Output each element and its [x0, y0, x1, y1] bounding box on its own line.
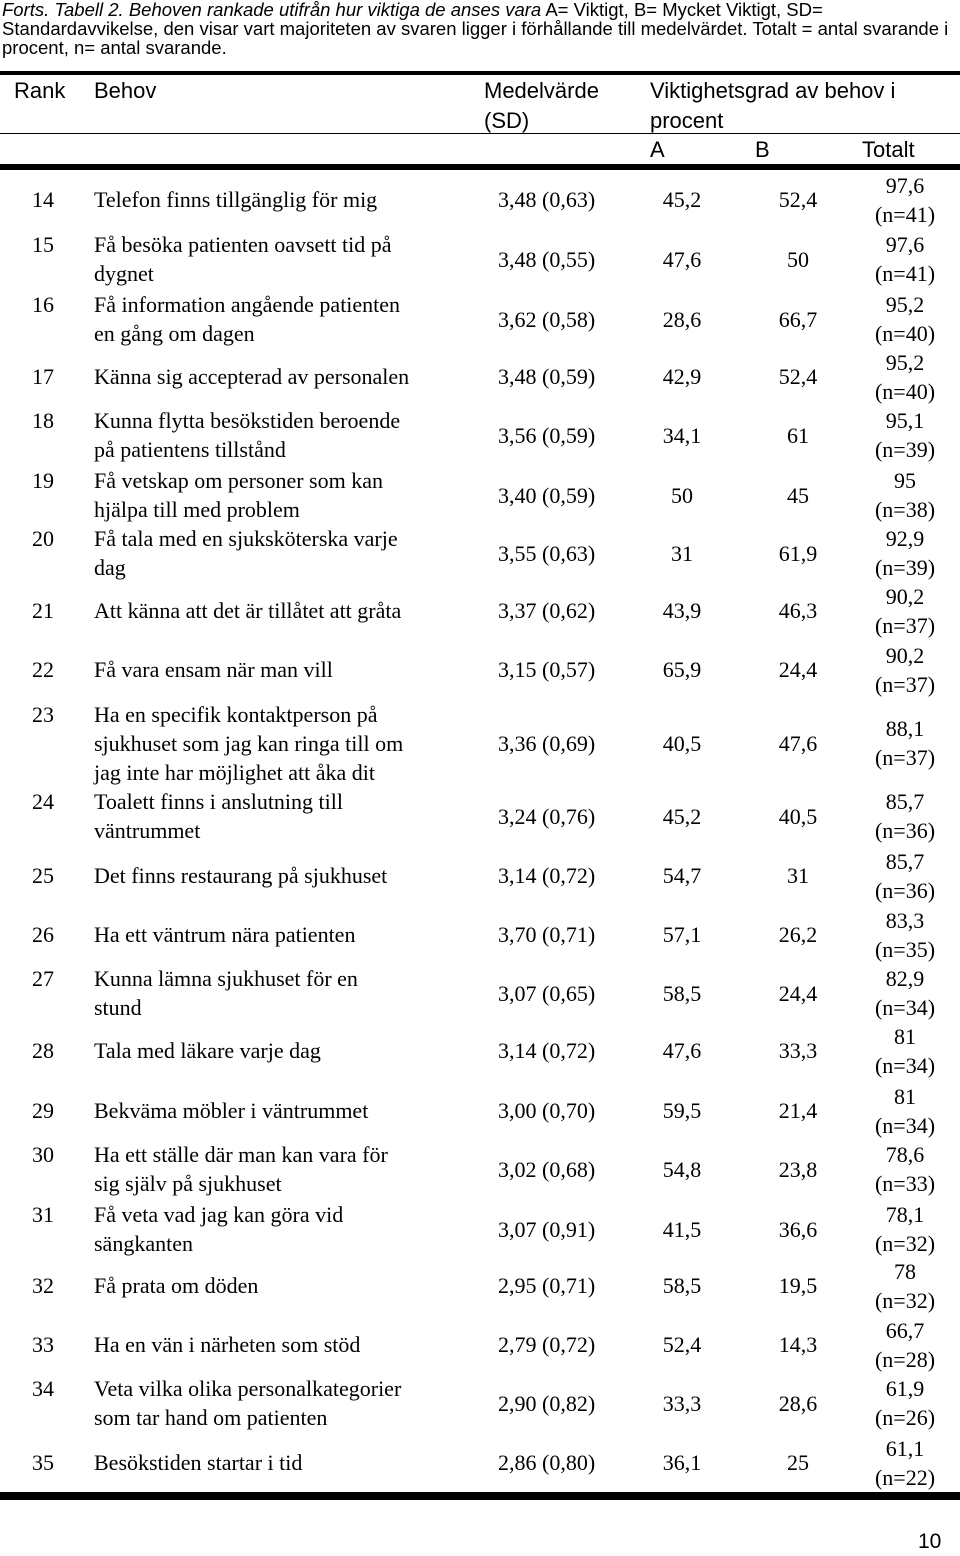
- behov-cell: sjukhuset som jag kan ringa till om: [94, 731, 404, 756]
- totalt-cell: 90,2: [885, 643, 925, 668]
- behov-cell: en gång om dagen: [94, 321, 255, 346]
- a-cell: 58,5: [662, 980, 702, 1006]
- table-row: [0, 1257, 960, 1315]
- table-row: [0, 1140, 960, 1198]
- behov-cell: Att känna att det är tillåtet att gråta: [94, 598, 402, 623]
- a-cell: 65,9: [662, 657, 702, 682]
- n-cell: (n=40): [874, 321, 936, 346]
- rank-cell: 30: [32, 1142, 54, 1167]
- b-cell: 21,4: [778, 1098, 818, 1123]
- table-row: [0, 641, 960, 699]
- totalt-cell: 95: [894, 468, 916, 493]
- behov-cell: väntrummet: [94, 818, 201, 843]
- header-col-totalt: Totalt: [862, 137, 915, 162]
- table-row: [0, 787, 960, 845]
- totalt-cell: 78,6: [885, 1142, 925, 1167]
- b-cell: 19,5: [778, 1273, 818, 1298]
- behov-cell: Bekväma möbler i väntrummet: [94, 1098, 369, 1123]
- header-sd: (SD): [484, 108, 530, 133]
- table-row: [0, 1200, 960, 1258]
- behov-cell: dygnet: [94, 261, 154, 286]
- n-cell: (n=38): [874, 497, 936, 522]
- totalt-cell: 66,7: [885, 1318, 925, 1343]
- medelvarde-cell: 3,55 (0,63): [498, 540, 596, 566]
- table-row: [0, 700, 960, 787]
- rank-cell: 34: [32, 1376, 54, 1401]
- b-cell: 23,8: [778, 1156, 818, 1182]
- medelvarde-cell: 2,79 (0,72): [498, 1332, 596, 1357]
- table-caption: [2, 0, 952, 57]
- header-mid-rule: [0, 133, 960, 134]
- rank-cell: 31: [32, 1202, 54, 1227]
- table-row: [0, 230, 960, 288]
- b-cell: 66,7: [778, 306, 818, 332]
- a-cell: 52,4: [662, 1332, 702, 1357]
- n-cell: (n=40): [874, 379, 936, 404]
- b-cell: 50: [787, 246, 809, 272]
- medelvarde-cell: 3,70 (0,71): [498, 922, 596, 947]
- b-cell: 52,4: [778, 187, 818, 212]
- b-cell: 47,6: [778, 731, 818, 756]
- n-cell: (n=34): [874, 995, 936, 1020]
- behov-cell: Ha en vän i närheten som stöd: [94, 1332, 361, 1357]
- medelvarde-cell: 3,48 (0,55): [498, 246, 596, 272]
- n-cell: (n=36): [874, 878, 936, 903]
- totalt-cell: 97,6: [885, 173, 925, 198]
- table-row: [0, 1434, 960, 1492]
- behov-cell: Känna sig accepterad av personalen: [94, 364, 410, 389]
- behov-cell: Få besöka patienten oavsett tid på: [94, 232, 392, 257]
- table-row: [0, 406, 960, 464]
- rank-cell: 24: [32, 789, 54, 814]
- medelvarde-cell: 3,48 (0,63): [498, 187, 596, 212]
- behov-cell: jag inte har möjlighet att åka dit: [94, 760, 376, 785]
- medelvarde-cell: 3,07 (0,91): [498, 1216, 596, 1242]
- behov-cell: Ha ett ställe där man kan vara för: [94, 1142, 388, 1167]
- n-cell: (n=37): [874, 672, 936, 697]
- totalt-cell: 81: [894, 1024, 916, 1049]
- rank-cell: 26: [32, 922, 54, 947]
- totalt-cell: 82,9: [885, 966, 925, 991]
- a-cell: 36,1: [662, 1450, 702, 1475]
- medelvarde-cell: 2,90 (0,82): [498, 1390, 596, 1416]
- table-row: [0, 290, 960, 348]
- table-row: [0, 524, 960, 582]
- rank-cell: 33: [32, 1332, 54, 1357]
- b-cell: 24,4: [778, 980, 818, 1006]
- table-row: [0, 1374, 960, 1432]
- medelvarde-cell: 3,36 (0,69): [498, 731, 596, 756]
- b-cell: 26,2: [778, 922, 818, 947]
- medelvarde-cell: 3,56 (0,59): [498, 422, 596, 448]
- n-cell: (n=39): [874, 555, 936, 580]
- totalt-cell: 83,3: [885, 908, 925, 933]
- b-cell: 33,3: [778, 1038, 818, 1063]
- header-behov: Behov: [94, 78, 157, 103]
- table-row: [0, 582, 960, 640]
- behov-cell: stund: [94, 995, 142, 1020]
- rank-cell: 23: [32, 702, 54, 727]
- n-cell: (n=28): [874, 1347, 936, 1372]
- totalt-cell: 97,6: [885, 232, 925, 257]
- top-rule: [0, 71, 960, 75]
- medelvarde-cell: 3,15 (0,57): [498, 657, 596, 682]
- totalt-cell: 95,2: [885, 292, 925, 317]
- table-row: [0, 906, 960, 964]
- rank-cell: 21: [32, 598, 54, 623]
- a-cell: 31: [671, 540, 693, 566]
- medelvarde-cell: 3,62 (0,58): [498, 306, 596, 332]
- rank-cell: 29: [32, 1098, 54, 1123]
- b-cell: 46,3: [778, 598, 818, 623]
- header-col-b: B: [755, 137, 770, 162]
- rank-cell: 27: [32, 966, 54, 991]
- medelvarde-cell: 3,48 (0,59): [498, 364, 596, 389]
- behov-cell: dag: [94, 555, 126, 580]
- table-row: [0, 1082, 960, 1140]
- behov-cell: Få information angående patienten: [94, 292, 401, 317]
- medelvarde-cell: 3,24 (0,76): [498, 803, 596, 829]
- n-cell: (n=41): [874, 202, 936, 227]
- b-cell: 45: [787, 482, 809, 508]
- rank-cell: 35: [32, 1450, 54, 1475]
- totalt-cell: 61,1: [885, 1436, 925, 1461]
- medelvarde-cell: 2,86 (0,80): [498, 1450, 596, 1475]
- bottom-rule: [0, 1492, 960, 1500]
- n-cell: (n=36): [874, 818, 936, 843]
- a-cell: 45,2: [662, 187, 702, 212]
- totalt-cell: 81: [894, 1084, 916, 1109]
- caption-lead: Forts. Tabell 2. Behoven rankade utifrån hur viktiga de anses vara: [2, 0, 542, 20]
- n-cell: (n=33): [874, 1171, 936, 1196]
- b-cell: 28,6: [778, 1390, 818, 1416]
- behov-cell: Ha ett väntrum nära patienten: [94, 922, 356, 947]
- behov-cell: Toalett finns i anslutning till: [94, 789, 343, 814]
- rank-cell: 16: [32, 292, 54, 317]
- table-row: [0, 847, 960, 905]
- behov-cell: Få veta vad jag kan göra vid: [94, 1202, 344, 1227]
- behov-cell: Tala med läkare varje dag: [94, 1038, 321, 1063]
- behov-cell: Kunna lämna sjukhuset för en: [94, 966, 358, 991]
- header-viktighetsgrad: Viktighetsgrad av behov i: [650, 78, 896, 103]
- n-cell: (n=32): [874, 1288, 936, 1313]
- header-col-a: A: [650, 137, 665, 162]
- n-cell: (n=22): [874, 1465, 936, 1490]
- header-rank: Rank: [14, 78, 66, 103]
- n-cell: (n=37): [874, 613, 936, 638]
- totalt-cell: 61,9: [885, 1376, 925, 1401]
- b-cell: 31: [787, 863, 809, 888]
- rank-cell: 20: [32, 526, 54, 551]
- table-row: [0, 171, 960, 229]
- a-cell: 42,9: [662, 364, 702, 389]
- header-procent: procent: [650, 108, 724, 133]
- b-cell: 61,9: [778, 540, 818, 566]
- table-row: [0, 1316, 960, 1374]
- behov-cell: sängkanten: [94, 1231, 193, 1256]
- rank-cell: 25: [32, 863, 54, 888]
- rank-cell: 28: [32, 1038, 54, 1063]
- page-number: 10: [918, 1530, 942, 1553]
- a-cell: 54,8: [662, 1156, 702, 1182]
- behov-cell: hjälpa till med problem: [94, 497, 300, 522]
- a-cell: 59,5: [662, 1098, 702, 1123]
- rank-cell: 18: [32, 408, 54, 433]
- table-row: [0, 964, 960, 1022]
- behov-cell: sig själv på sjukhuset: [94, 1171, 282, 1196]
- n-cell: (n=32): [874, 1231, 936, 1256]
- table-row: [0, 1022, 960, 1080]
- behov-cell: Få tala med en sjuksköterska varje: [94, 526, 398, 551]
- totalt-cell: 88,1: [885, 716, 925, 741]
- a-cell: 41,5: [662, 1216, 702, 1242]
- totalt-cell: 78: [894, 1259, 916, 1284]
- behov-cell: Veta vilka olika personalkategorier: [94, 1376, 402, 1401]
- table-row: [0, 466, 960, 524]
- medelvarde-cell: 2,95 (0,71): [498, 1273, 596, 1298]
- medelvarde-cell: 3,07 (0,65): [498, 980, 596, 1006]
- table-row: [0, 348, 960, 406]
- totalt-cell: 85,7: [885, 849, 925, 874]
- a-cell: 33,3: [662, 1390, 702, 1416]
- b-cell: 24,4: [778, 657, 818, 682]
- n-cell: (n=35): [874, 937, 936, 962]
- behov-cell: som tar hand om patienten: [94, 1405, 328, 1430]
- a-cell: 54,7: [662, 863, 702, 888]
- b-cell: 52,4: [778, 364, 818, 389]
- a-cell: 43,9: [662, 598, 702, 623]
- behov-cell: Ha en specifik kontaktperson på: [94, 702, 378, 727]
- b-cell: 36,6: [778, 1216, 818, 1242]
- totalt-cell: 92,9: [885, 526, 925, 551]
- b-cell: 61: [787, 422, 809, 448]
- n-cell: (n=34): [874, 1113, 936, 1138]
- medelvarde-cell: 3,14 (0,72): [498, 1038, 596, 1063]
- medelvarde-cell: 3,14 (0,72): [498, 863, 596, 888]
- behov-cell: Telefon finns tillgänglig för mig: [94, 187, 378, 212]
- rank-cell: 17: [32, 364, 54, 389]
- header-medelvarde: Medelvärde: [484, 78, 599, 103]
- n-cell: (n=26): [874, 1405, 936, 1430]
- behov-cell: Besökstiden startar i tid: [94, 1450, 303, 1475]
- caption-rest: A= Viktigt, B= Mycket Viktigt, SD= Standardavvikelse, den visar vart majoriteten av svaren ligger i förhållande till medelvärdet. Totalt = antal svarande i procent, n= antal svarande.: [2, 0, 949, 58]
- n-cell: (n=41): [874, 261, 936, 286]
- medelvarde-cell: 3,02 (0,68): [498, 1156, 596, 1182]
- a-cell: 40,5: [662, 731, 702, 756]
- behov-cell: Få prata om döden: [94, 1273, 259, 1298]
- behov-cell: Få vetskap om personer som kan: [94, 468, 383, 493]
- a-cell: 58,5: [662, 1273, 702, 1298]
- a-cell: 34,1: [662, 422, 702, 448]
- rank-cell: 15: [32, 232, 54, 257]
- a-cell: 47,6: [662, 246, 702, 272]
- n-cell: (n=37): [874, 745, 936, 770]
- b-cell: 40,5: [778, 803, 818, 829]
- rank-cell: 19: [32, 468, 54, 493]
- medelvarde-cell: 3,00 (0,70): [498, 1098, 596, 1123]
- behov-cell: Få vara ensam när man vill: [94, 657, 333, 682]
- totalt-cell: 90,2: [885, 584, 925, 609]
- n-cell: (n=39): [874, 437, 936, 462]
- a-cell: 28,6: [662, 306, 702, 332]
- behov-cell: Det finns restaurang på sjukhuset: [94, 863, 388, 888]
- medelvarde-cell: 3,37 (0,62): [498, 598, 596, 623]
- totalt-cell: 85,7: [885, 789, 925, 814]
- totalt-cell: 95,1: [885, 408, 925, 433]
- totalt-cell: 95,2: [885, 350, 925, 375]
- a-cell: 57,1: [662, 922, 702, 947]
- header-bottom-rule: [0, 164, 960, 170]
- rank-cell: 14: [32, 187, 54, 212]
- n-cell: (n=34): [874, 1053, 936, 1078]
- medelvarde-cell: 3,40 (0,59): [498, 482, 596, 508]
- b-cell: 25: [787, 1450, 809, 1475]
- behov-cell: Kunna flytta besökstiden beroende: [94, 408, 401, 433]
- totalt-cell: 78,1: [885, 1202, 925, 1227]
- behov-cell: på patientens tillstånd: [94, 437, 286, 462]
- a-cell: 47,6: [662, 1038, 702, 1063]
- a-cell: 45,2: [662, 803, 702, 829]
- rank-cell: 32: [32, 1273, 54, 1298]
- b-cell: 14,3: [778, 1332, 818, 1357]
- a-cell: 50: [671, 482, 693, 508]
- rank-cell: 22: [32, 657, 54, 682]
